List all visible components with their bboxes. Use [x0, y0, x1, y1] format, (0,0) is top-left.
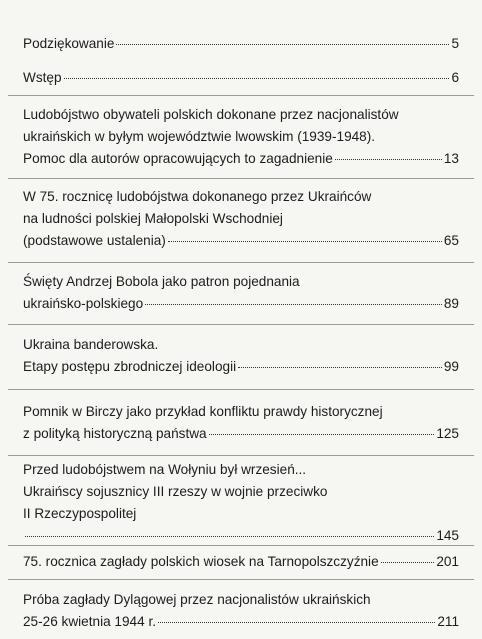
section-divider — [8, 545, 474, 546]
dot-leader — [116, 44, 449, 45]
dot-leader — [335, 159, 442, 160]
toc-page-number: 201 — [436, 554, 459, 569]
dot-leader — [381, 562, 435, 563]
section-divider — [8, 579, 474, 580]
toc-entry-line: II Rzeczypospolitej — [23, 506, 137, 521]
toc-entry-title: Podziękowanie — [23, 36, 115, 51]
dot-leader — [209, 434, 435, 435]
toc-entry-last-line — [23, 611, 459, 633]
dot-leader — [145, 304, 442, 305]
dot-leader — [64, 78, 450, 79]
section-divider — [8, 178, 474, 179]
dot-leader — [238, 367, 442, 368]
section-divider — [8, 455, 474, 456]
toc-page-number: 13 — [443, 151, 459, 166]
toc-entry-last-line — [23, 356, 459, 378]
toc-entry-line: Pomnik w Birczy jako przykład konfliktu prawdy historycznej — [23, 404, 383, 419]
toc-entry-title: (podstawowe ustalenia) — [23, 233, 166, 248]
toc-entry — [23, 104, 459, 170]
section-divider — [8, 389, 474, 390]
toc-entry — [23, 334, 459, 378]
toc-entry-title: ukraińsko-polskiego — [23, 296, 144, 311]
toc-page-number: 145 — [436, 528, 459, 543]
section-divider — [8, 324, 474, 325]
section-divider — [8, 262, 474, 263]
toc-entry — [23, 33, 459, 55]
toc-entry — [23, 459, 459, 547]
toc-entry-last-line — [23, 230, 459, 252]
toc-entry-line: Ukraina banderowska. — [23, 337, 159, 352]
toc-entry-title: Pomoc dla autorów opracowujących to zagadnienie — [23, 151, 333, 166]
toc-entry-last-line — [23, 525, 459, 547]
toc-entry-last-line — [23, 423, 459, 445]
toc-entry-line: Przed ludobójstwem na Wołyniu był wrzesień... — [23, 462, 307, 477]
toc-entry-last-line — [23, 33, 459, 55]
dot-leader — [25, 536, 434, 537]
toc-entry — [23, 551, 459, 573]
section-divider — [8, 95, 474, 96]
toc-page-number: 211 — [437, 614, 459, 629]
toc-entry-line: W 75. rocznicę ludobójstwa dokonanego przez Ukraińców — [23, 189, 372, 204]
toc-page-number: 5 — [451, 36, 459, 51]
toc-entry-last-line — [23, 551, 459, 573]
toc-entry-line: Ludobójstwo obywateli polskich dokonane przez nacjonalistów — [23, 107, 399, 122]
toc-entry-last-line — [23, 293, 459, 315]
toc-entry-line: Święty Andrzej Bobola jako patron pojednania — [23, 274, 300, 289]
toc-entry-title: 75. rocznica zagłady polskich wiosek na Tarnopolszczyźnie — [23, 554, 379, 569]
dot-leader — [168, 241, 442, 242]
toc-entry-line: Próba zagłady Dylągowej przez nacjonalistów ukraińskich — [23, 592, 371, 607]
toc-entry-title: Wstęp — [23, 70, 62, 85]
toc-entry — [23, 67, 459, 89]
toc-entry-last-line — [23, 67, 459, 89]
toc-page-number: 99 — [443, 359, 459, 374]
toc-entry — [23, 589, 459, 633]
toc-entry-line: ukraińskich w byłym województwie lwowskim (1939-1948). — [23, 129, 376, 144]
toc-page-number: 125 — [436, 426, 459, 441]
toc-page-number: 89 — [443, 296, 459, 311]
toc-entry — [23, 401, 459, 445]
toc-entry-title: Etapy postępu zbrodniczej ideologii — [23, 359, 237, 374]
toc-entry — [23, 271, 459, 315]
toc-page-number: 65 — [443, 233, 459, 248]
toc-entry-line: Ukraińscy sojusznicy III rzeszy w wojnie przeciwko — [23, 484, 328, 499]
toc-entry — [23, 186, 459, 252]
toc-entry-title: z polityką historyczną państwa — [23, 426, 207, 441]
toc-page-number: 6 — [451, 70, 459, 85]
toc-entry-title: 25-26 kwietnia 1944 r. — [23, 614, 157, 629]
toc-entry-last-line — [23, 148, 459, 170]
toc-entry-line: na ludności polskiej Małopolski Wschodniej — [23, 211, 283, 226]
dot-leader — [158, 622, 435, 623]
